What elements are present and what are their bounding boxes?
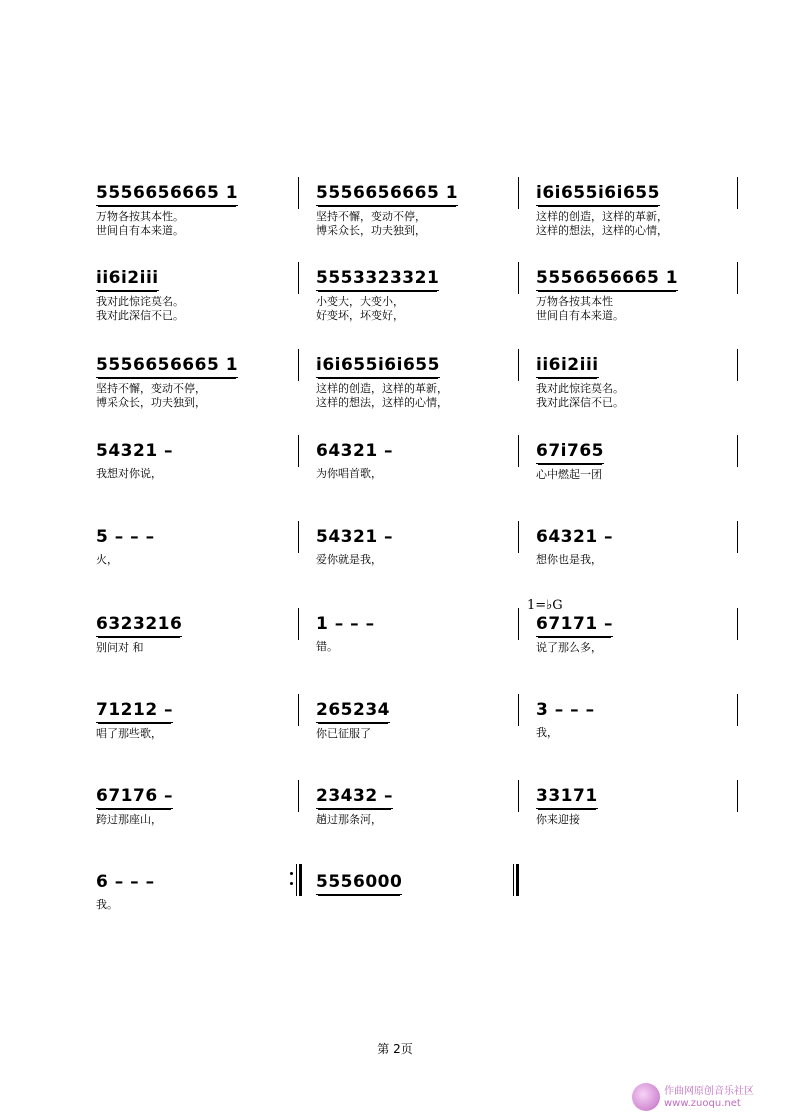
bar-line (298, 521, 299, 553)
notation: 5553323321 (316, 268, 439, 291)
bar-line (737, 262, 738, 294)
notation: 54321 – (96, 441, 174, 461)
lyric-line: 这样的想法，这样的心情， (536, 224, 668, 237)
notation: i6i655i6i655 (316, 355, 440, 378)
lyric-line: 这样的想法，这样的心情， (316, 396, 448, 409)
lyric-line: 世间自有本来道。 (536, 309, 624, 322)
notation: 5556656665 1 (96, 183, 238, 206)
score-row (0, 700, 790, 760)
measure (96, 700, 296, 741)
notation: 67i765 (536, 441, 604, 464)
lyric-line: 趟过那条河， (316, 813, 382, 826)
measure (536, 527, 736, 567)
bar-line (518, 694, 519, 726)
measure (316, 786, 516, 827)
lyric-line: 小变大，大变小， (316, 295, 404, 308)
measure (316, 183, 516, 238)
bar-line (737, 608, 738, 640)
lyric-line: 跨过那座山， (96, 813, 162, 826)
lyric-line: 这样的创造，这样的革新， (316, 382, 448, 395)
measure (316, 268, 516, 323)
notation: 67176 – (96, 786, 173, 809)
logo-icon (632, 1083, 660, 1111)
score-row (0, 527, 790, 587)
bar-line (518, 349, 519, 381)
score-row (0, 872, 790, 932)
bar-line (737, 521, 738, 553)
notation: 5 – – – (96, 527, 155, 547)
notation: 23432 – (316, 786, 393, 809)
score-row (0, 183, 790, 243)
lyric-line: 我对此惊诧莫名。 (536, 382, 624, 395)
notation: 5556656665 1 (536, 268, 678, 291)
bar-line (737, 435, 738, 467)
lyric-line: 错。 (316, 640, 338, 653)
lyric-line: 我想对你说， (96, 467, 162, 480)
measure (536, 700, 736, 740)
measure (96, 441, 296, 481)
bar-line (737, 694, 738, 726)
score-row (0, 786, 790, 846)
notation: 3 – – – (536, 700, 595, 720)
measure (96, 614, 296, 655)
logo-url: www.zuoqu.net (664, 1098, 741, 1109)
notation: 71212 – (96, 700, 173, 723)
bar-line (298, 349, 299, 381)
notation: 5556656665 1 (316, 183, 458, 206)
lyric-line: 为你唱首歌， (316, 467, 382, 480)
bar-line (737, 349, 738, 381)
notation: 67171 – (536, 614, 613, 637)
lyric-line: 别问对 和 (96, 641, 144, 654)
bar-line (298, 262, 299, 294)
bar-line (518, 780, 519, 812)
lyric-line: 坚持不懈，变动不停， (316, 210, 426, 223)
measure (316, 614, 516, 654)
notation: ii6i2iii (536, 355, 599, 378)
measure (316, 527, 516, 567)
lyric-line: 心中燃起一团 (536, 468, 602, 481)
lyric-line: 这样的创造，这样的革新， (536, 210, 668, 223)
logo-site-name: 作曲网原创音乐社区 (664, 1086, 754, 1097)
measure (536, 441, 736, 482)
measure (316, 441, 516, 481)
notation: 64321 – (536, 527, 614, 547)
bar-line (298, 608, 299, 640)
notation: 1 – – – (316, 614, 375, 634)
notation: i6i655i6i655 (536, 183, 660, 206)
bar-line (737, 177, 738, 209)
lyric-line: 想你也是我， (536, 553, 602, 566)
footer-logo (632, 1080, 782, 1114)
bar-line (518, 177, 519, 209)
lyric-line: 你来迎接 (536, 813, 580, 826)
notation: 64321 – (316, 441, 394, 461)
measure (96, 872, 296, 912)
measure (316, 872, 516, 899)
notation: 54321 – (316, 527, 394, 547)
lyric-line: 我对此深信不已。 (536, 396, 624, 409)
notation: 265234 (316, 700, 390, 723)
lyric-line: 你已征服了 (316, 727, 371, 740)
measure (316, 700, 516, 741)
lyric-line: 我， (536, 726, 558, 739)
measure (96, 268, 296, 323)
page-number: 第 2页 (377, 1042, 413, 1056)
lyric-line: 坚持不懈，变动不停， (96, 382, 206, 395)
bar-line (518, 608, 519, 640)
measure (96, 183, 296, 238)
notation: ii6i2iii (96, 268, 159, 291)
notation: 6 – – – (96, 872, 155, 892)
bar-line (737, 780, 738, 812)
lyric-line: 唱了那些歌， (96, 727, 162, 740)
lyric-line: 好变坏，坏变好， (316, 309, 404, 322)
notation: 5556656665 1 (96, 355, 238, 378)
score-row (0, 355, 790, 415)
lyric-line: 博采众长，功夫独到， (316, 224, 426, 237)
key-signature: 1=♭G (527, 598, 563, 613)
measure (536, 268, 736, 323)
lyric-line: 爱你就是我， (316, 553, 382, 566)
measure (536, 786, 736, 827)
lyric-line: 万物各按其本性。 (96, 210, 184, 223)
measure (536, 355, 736, 410)
lyric-line: 博采众长，功夫独到， (96, 396, 206, 409)
lyric-line: 我。 (96, 898, 118, 911)
lyric-line: 我对此惊诧莫名。 (96, 295, 184, 308)
bar-line (298, 780, 299, 812)
measure (536, 183, 736, 238)
notation: 5556000 (316, 872, 402, 895)
bar-line (298, 435, 299, 467)
score-row (0, 441, 790, 501)
notation: 33171 (536, 786, 598, 809)
bar-line (518, 262, 519, 294)
notation: 6323216 (96, 614, 182, 637)
lyric-line: 我对此深信不已。 (96, 309, 184, 322)
lyric-line: 说了那么多， (536, 641, 602, 654)
bar-line (298, 694, 299, 726)
measure (536, 614, 736, 655)
bar-line (518, 435, 519, 467)
measure (96, 355, 296, 410)
measure (316, 355, 516, 410)
measure (96, 786, 296, 827)
score-row (0, 614, 790, 674)
lyric-line: 世间自有本来道。 (96, 224, 184, 237)
bar-line (518, 521, 519, 553)
bar-line (298, 177, 299, 209)
score-row (0, 268, 790, 328)
lyric-line: 万物各按其本性 (536, 295, 613, 308)
measure (96, 527, 296, 567)
lyric-line: 火， (96, 553, 118, 566)
